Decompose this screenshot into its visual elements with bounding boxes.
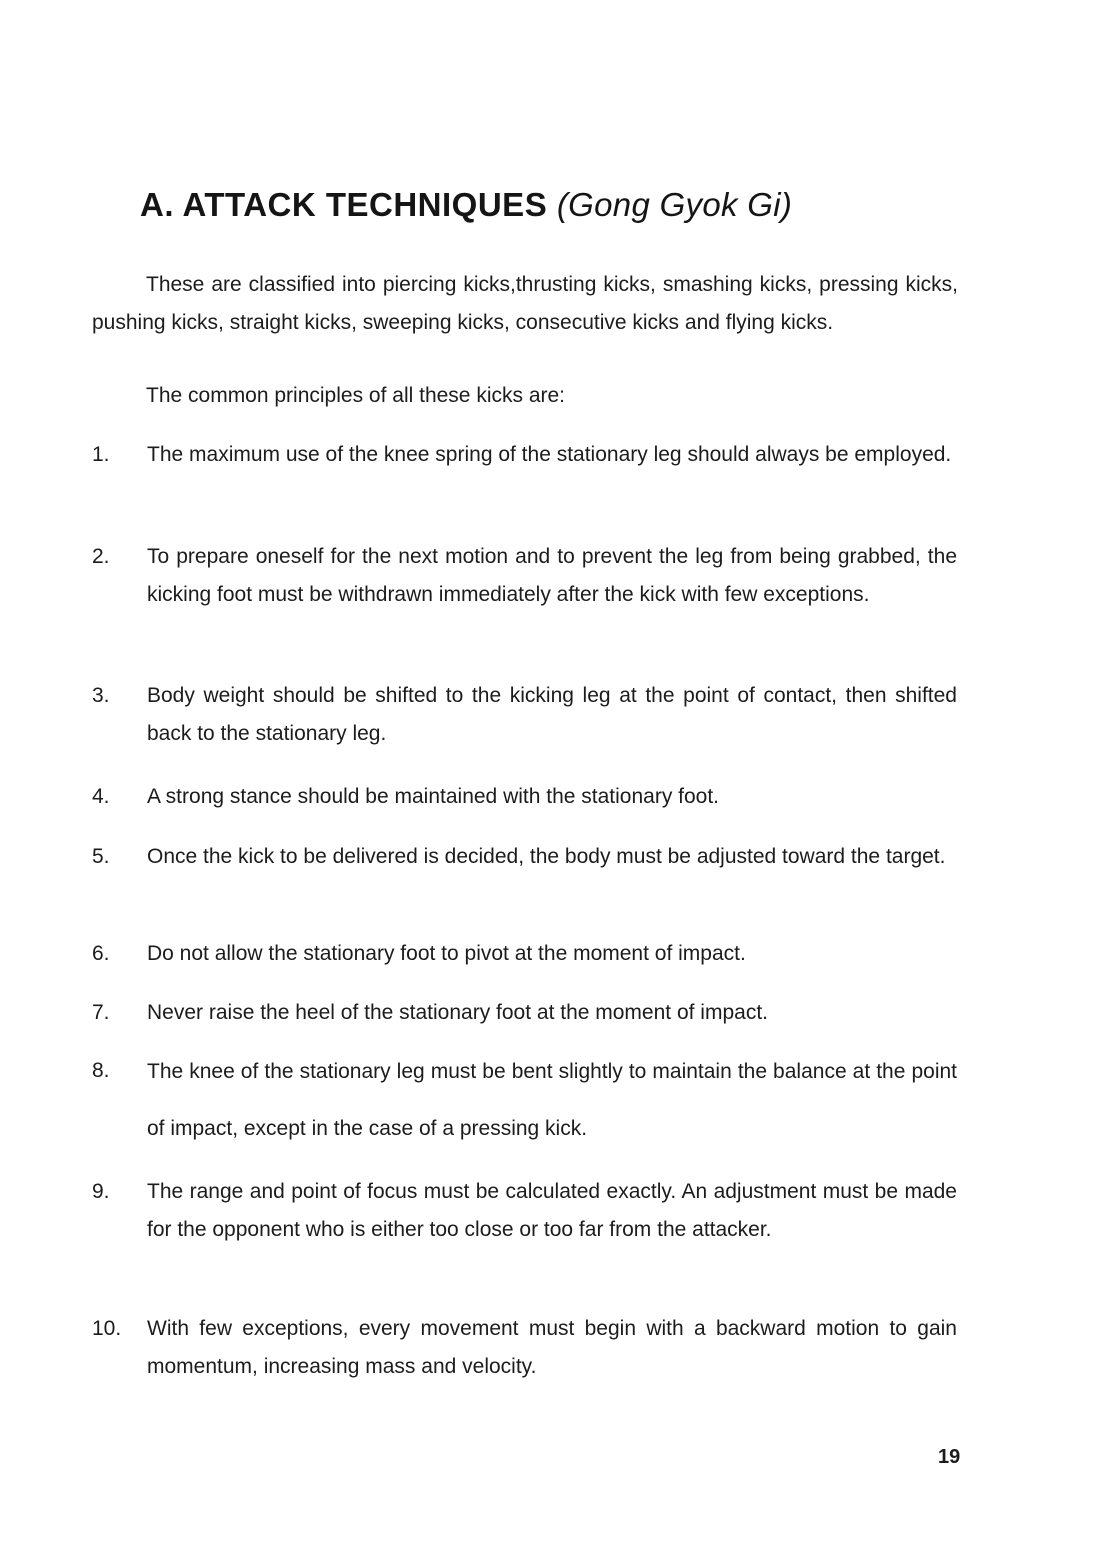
- principles-lead: The common principles of all these kicks are:: [146, 384, 566, 407]
- principle-number: 7.: [92, 1001, 110, 1024]
- principle-text: The maximum use of the knee spring of the stationary leg should always be employed.: [147, 443, 952, 466]
- principle-number: 8.: [92, 1059, 110, 1082]
- principle-number: 3.: [92, 684, 110, 707]
- section-heading-subtitle: (Gong Gyok Gi): [556, 186, 793, 223]
- principle-text: A strong stance should be maintained with the stationary foot.: [147, 785, 720, 808]
- principle-text: Do not allow the stationary foot to pivot at the moment of impact.: [147, 942, 746, 965]
- principle-number: 9.: [92, 1180, 110, 1203]
- principle-number: 5.: [92, 845, 110, 868]
- principle-text: With few exceptions, every movement must begin with a backward motion to gain momentum, increasing mass and velocity.: [147, 1317, 957, 1378]
- section-heading-main: A. ATTACK TECHNIQUES: [140, 186, 548, 223]
- principle-text: The range and point of focus must be calculated exactly. An adjustment must be made for the opponent who is either too close or too far from the attacker.: [147, 1180, 957, 1241]
- section-heading: [140, 186, 792, 224]
- intro-paragraph: These are classified into piercing kicks,thrusting kicks, smashing kicks, pressing kicks, pushing kicks, straight kicks, sweeping kicks, consecutive kicks and flying kicks.: [92, 273, 958, 334]
- page-number: 19: [938, 1446, 961, 1468]
- principle-text: To prepare oneself for the next motion and to prevent the leg from being grabbed, the kicking foot must be withdrawn immediately after the kick with few exceptions.: [147, 545, 957, 606]
- principle-text: Body weight should be shifted to the kicking leg at the point of contact, then shifted back to the stationary leg.: [147, 684, 957, 745]
- principle-number: 1.: [92, 443, 110, 466]
- principle-text: The knee of the stationary leg must be bent slightly to maintain the balance at the point of impact, except in the case of a pressing kick.: [147, 1060, 957, 1140]
- principle-text: Once the kick to be delivered is decided, the body must be adjusted toward the target.: [147, 845, 946, 868]
- principle-number: 10.: [92, 1317, 122, 1340]
- principle-text: Never raise the heel of the stationary foot at the moment of impact.: [147, 1001, 768, 1024]
- principle-number: 4.: [92, 785, 110, 808]
- principle-number: 6.: [92, 942, 110, 965]
- principle-number: 2.: [92, 545, 110, 568]
